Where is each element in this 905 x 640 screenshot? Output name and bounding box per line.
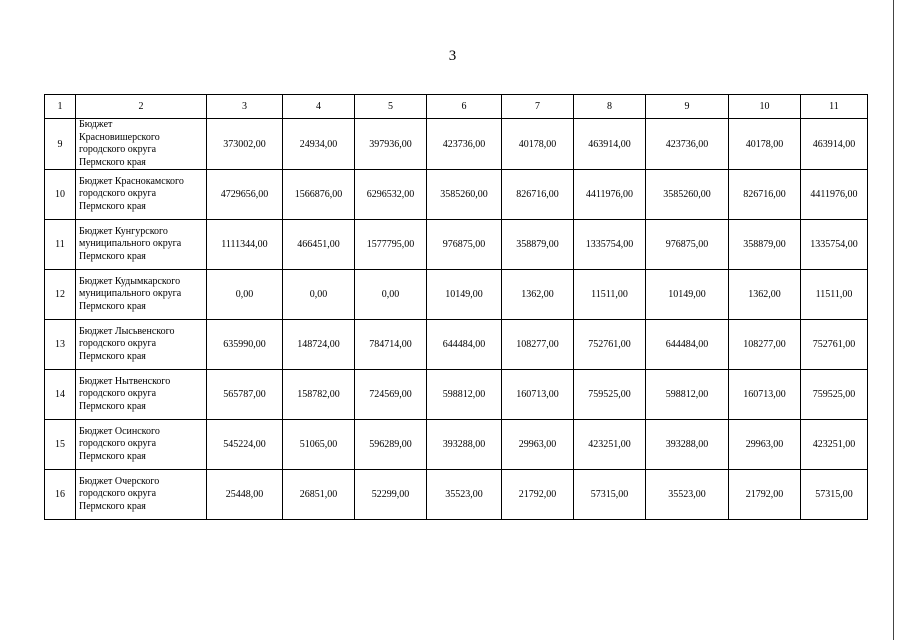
value-cell-col-4: 26851,00 — [283, 470, 355, 520]
budget-name-line: Пермского края — [79, 300, 146, 312]
value-cell-col-9: 644484,00 — [646, 320, 729, 370]
value-cell-col-8: 1335754,00 — [574, 220, 646, 270]
value-cell-col-9: 598812,00 — [646, 370, 729, 420]
budget-name-line: Пермского края — [79, 156, 146, 168]
value-cell-col-3: 0,00 — [207, 270, 283, 320]
table-row — [45, 420, 868, 470]
budget-name-line: Бюджет Лысьвенского — [79, 325, 175, 337]
budget-name-line: Бюджет Очерского — [79, 475, 160, 487]
budget-name-line: Бюджет — [79, 119, 113, 130]
value-cell-col-9: 976875,00 — [646, 220, 729, 270]
value-cell-col-7: 29963,00 — [502, 420, 574, 470]
value-cell-col-3: 545224,00 — [207, 420, 283, 470]
table-header-row — [45, 95, 868, 119]
budget-name-line: городского округа — [79, 188, 157, 200]
table-row — [45, 370, 868, 420]
value-cell-col-9: 10149,00 — [646, 270, 729, 320]
value-cell-col-8: 4411976,00 — [574, 170, 646, 220]
value-cell-col-7: 108277,00 — [502, 320, 574, 370]
value-cell-col-10: 358879,00 — [729, 220, 801, 270]
value-cell-col-11: 463914,00 — [801, 119, 868, 170]
value-cell-col-6: 423736,00 — [427, 119, 502, 170]
value-cell-col-9: 3585260,00 — [646, 170, 729, 220]
table-body — [45, 95, 868, 520]
budget-name-line: муниципального округа — [79, 238, 182, 250]
value-cell-col-9: 35523,00 — [646, 470, 729, 520]
value-cell-col-7: 21792,00 — [502, 470, 574, 520]
value-cell-col-10: 108277,00 — [729, 320, 801, 370]
budget-name-line: городского округа — [79, 338, 157, 350]
budget-name-cell — [76, 470, 207, 520]
column-header-3: 3 — [207, 95, 283, 119]
budget-name-cell — [76, 220, 207, 270]
budget-name-cell — [76, 370, 207, 420]
value-cell-col-5: 724569,00 — [355, 370, 427, 420]
table-row — [45, 320, 868, 370]
budget-name-cell — [76, 119, 207, 170]
value-cell-col-10: 40178,00 — [729, 119, 801, 170]
value-cell-col-7: 1362,00 — [502, 270, 574, 320]
column-header-11: 11 — [801, 95, 868, 119]
value-cell-col-11: 11511,00 — [801, 270, 868, 320]
value-cell-col-7: 358879,00 — [502, 220, 574, 270]
value-cell-col-5: 6296532,00 — [355, 170, 427, 220]
value-cell-col-6: 976875,00 — [427, 220, 502, 270]
table-row — [45, 220, 868, 270]
value-cell-col-4: 148724,00 — [283, 320, 355, 370]
budget-name-line: муниципального округа — [79, 288, 182, 300]
row-number: 13 — [45, 320, 76, 370]
budget-name-line: Пермского края — [79, 500, 146, 512]
value-cell-col-7: 160713,00 — [502, 370, 574, 420]
value-cell-col-5: 784714,00 — [355, 320, 427, 370]
page-edge-line — [893, 0, 894, 640]
value-cell-col-7: 826716,00 — [502, 170, 574, 220]
value-cell-col-3: 635990,00 — [207, 320, 283, 370]
budget-name-line: Пермского края — [79, 400, 146, 412]
row-number: 10 — [45, 170, 76, 220]
value-cell-col-10: 21792,00 — [729, 470, 801, 520]
value-cell-col-3: 25448,00 — [207, 470, 283, 520]
budget-name-line: городского округа — [79, 438, 157, 450]
value-cell-col-6: 10149,00 — [427, 270, 502, 320]
value-cell-col-6: 644484,00 — [427, 320, 502, 370]
value-cell-col-10: 29963,00 — [729, 420, 801, 470]
budget-name-cell — [76, 420, 207, 470]
column-header-4: 4 — [283, 95, 355, 119]
value-cell-col-10: 1362,00 — [729, 270, 801, 320]
budget-name-line: Пермского края — [79, 450, 146, 462]
budget-name-cell — [76, 270, 207, 320]
value-cell-col-11: 57315,00 — [801, 470, 868, 520]
value-cell-col-4: 0,00 — [283, 270, 355, 320]
table-row — [45, 470, 868, 520]
budget-name-line: Бюджет Осинского — [79, 425, 160, 437]
value-cell-col-4: 1566876,00 — [283, 170, 355, 220]
column-header-6: 6 — [427, 95, 502, 119]
value-cell-col-5: 397936,00 — [355, 119, 427, 170]
value-cell-col-5: 0,00 — [355, 270, 427, 320]
value-cell-col-4: 51065,00 — [283, 420, 355, 470]
value-cell-col-8: 463914,00 — [574, 119, 646, 170]
value-cell-col-6: 393288,00 — [427, 420, 502, 470]
column-header-2: 2 — [76, 95, 207, 119]
column-header-1: 1 — [45, 95, 76, 119]
column-header-7: 7 — [502, 95, 574, 119]
value-cell-col-11: 4411976,00 — [801, 170, 868, 220]
row-number: 16 — [45, 470, 76, 520]
column-header-10: 10 — [729, 95, 801, 119]
value-cell-col-10: 160713,00 — [729, 370, 801, 420]
value-cell-col-9: 393288,00 — [646, 420, 729, 470]
row-number: 11 — [45, 220, 76, 270]
value-cell-col-11: 759525,00 — [801, 370, 868, 420]
column-header-9: 9 — [646, 95, 729, 119]
column-header-8: 8 — [574, 95, 646, 119]
row-number: 14 — [45, 370, 76, 420]
budget-name-line: Бюджет Нытвенского — [79, 375, 171, 387]
budget-name-line: Бюджет Краснокамского — [79, 175, 184, 187]
budget-name-line: городского округа — [79, 388, 157, 400]
value-cell-col-3: 4729656,00 — [207, 170, 283, 220]
value-cell-col-6: 35523,00 — [427, 470, 502, 520]
value-cell-col-8: 752761,00 — [574, 320, 646, 370]
value-cell-col-9: 423736,00 — [646, 119, 729, 170]
value-cell-col-4: 466451,00 — [283, 220, 355, 270]
table-row — [45, 270, 868, 320]
row-number: 15 — [45, 420, 76, 470]
budget-name-line: Пермского края — [79, 350, 146, 362]
value-cell-col-5: 52299,00 — [355, 470, 427, 520]
value-cell-col-8: 57315,00 — [574, 470, 646, 520]
table-row — [45, 170, 868, 220]
value-cell-col-11: 752761,00 — [801, 320, 868, 370]
value-cell-col-8: 11511,00 — [574, 270, 646, 320]
value-cell-col-4: 24934,00 — [283, 119, 355, 170]
budget-table — [44, 94, 868, 520]
row-number: 12 — [45, 270, 76, 320]
value-cell-col-7: 40178,00 — [502, 119, 574, 170]
value-cell-col-8: 423251,00 — [574, 420, 646, 470]
budget-name-line: городского округа — [79, 488, 157, 500]
value-cell-col-8: 759525,00 — [574, 370, 646, 420]
page-number: 3 — [448, 48, 457, 64]
value-cell-col-6: 598812,00 — [427, 370, 502, 420]
budget-name-line: Бюджет Кунгурского — [79, 225, 168, 237]
budget-name-line: городского округа — [79, 144, 157, 155]
budget-name-cell — [76, 320, 207, 370]
budget-name-cell — [76, 170, 207, 220]
value-cell-col-3: 1111344,00 — [207, 220, 283, 270]
value-cell-col-3: 565787,00 — [207, 370, 283, 420]
value-cell-col-3: 373002,00 — [207, 119, 283, 170]
budget-name-line: Пермского края — [79, 250, 146, 262]
column-header-5: 5 — [355, 95, 427, 119]
budget-name-line: Красновишерского — [79, 131, 160, 143]
row-number: 9 — [45, 119, 76, 170]
budget-name-line: Пермского края — [79, 200, 146, 212]
table-row — [45, 119, 868, 170]
value-cell-col-10: 826716,00 — [729, 170, 801, 220]
value-cell-col-11: 1335754,00 — [801, 220, 868, 270]
value-cell-col-5: 596289,00 — [355, 420, 427, 470]
value-cell-col-6: 3585260,00 — [427, 170, 502, 220]
value-cell-col-4: 158782,00 — [283, 370, 355, 420]
value-cell-col-11: 423251,00 — [801, 420, 868, 470]
value-cell-col-5: 1577795,00 — [355, 220, 427, 270]
budget-name-line: Бюджет Кудымкарского — [79, 275, 181, 287]
